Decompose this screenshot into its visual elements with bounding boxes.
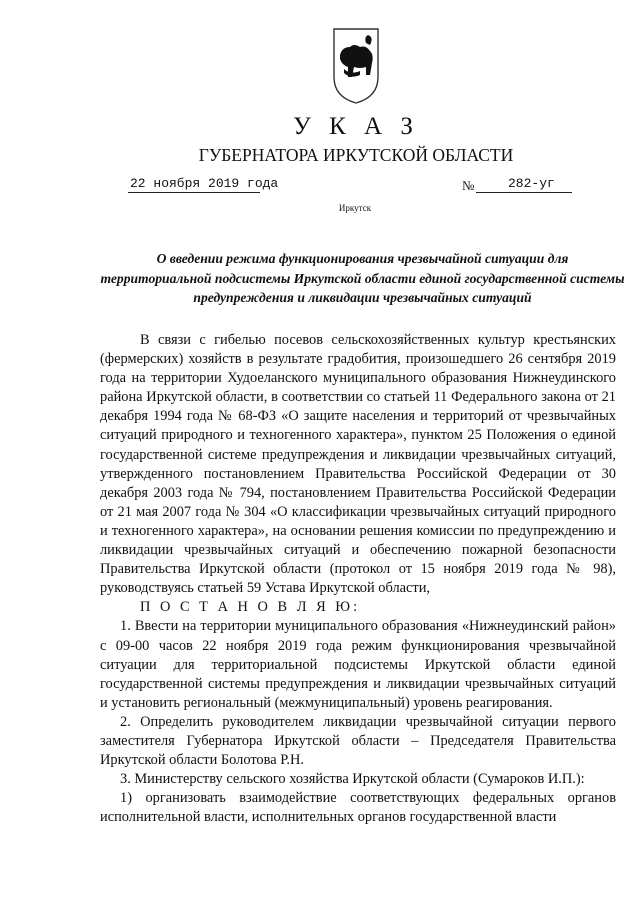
item-2-paragraph: 2. Определить руководителем ликвидации чрезвычайной ситуации первого заместителя Губернатора Иркутской области – Председателя Правительства Иркутской области Болотова Р.Н.: [100, 713, 616, 769]
issuer-title: ГУБЕРНАТОРА ИРКУТСКОЙ ОБЛАСТИ: [198, 145, 514, 165]
decree-word: П О С Т А Н О В Л Я Ю:: [140, 599, 361, 616]
decree-type-title: У К А З: [293, 113, 419, 140]
item-1-paragraph: 1. Ввести на территории муниципального образования «Нижнеудинский район» с 09-00 часов 22 ноября 2019 года режим функционирования чрезвычайной ситуации для территориальной подсистемы Иркутской области единой государственной системы предупреждения и ликвидации чрезвычайных ситуаций и установить региональный (межмуниципальный) уровень реагирования.: [100, 618, 616, 711]
date-underline: [128, 192, 260, 193]
decree-number: 282-уг: [508, 176, 555, 191]
item-3-paragraph: 3. Министерству сельского хозяйства Иркутской области (Сумароков И.П.):: [120, 771, 585, 788]
number-underline: [476, 192, 572, 193]
city-label: Иркутск: [338, 203, 372, 213]
decree-date: 22 ноября 2019 года: [130, 176, 279, 191]
coat-of-arms-icon: [330, 25, 382, 105]
preamble-paragraph: В связи с гибелью посевов сельскохозяйственных культур крестьянских (фермерских) хозяйств в результате градобития, произошедшего 26 сентября 2019 года на территории Худоеланского муниципального образования Нижнеудинского района Иркутской области, в соответствии со статьей 11 Федерального закона от 21 декабря 1994 года № 68-ФЗ «О защите населения и территорий от чрезвычайных ситуаций природного и техногенного характера», пунктом 25 Положения о единой государственной системе предупреждения и ликвидации чрезвычайных ситуаций, утвержденного постановлением Правительства Российской Федерации от 30 декабря 2003 года № 794, постановлением Правительства Российской Федерации от 21 мая 2007 года № 304 «О классификации чрезвычайных ситуаций природного и техногенного характера», на основании решения комиссии по предупреждению и ликвидации чрезвычайных ситуаций и обеспечению пожарной безопасности Правительства Иркутской области (протокол от 15 ноября 2019 года № 98), руководствуясь статьей 59 Устава Иркутской области,: [100, 332, 616, 597]
document-title: О введении режима функционирования чрезвычайной ситуации для территориальной подсистемы Иркутской области единой государственной системы предупреждения и ликвидации чрезвычайных ситуаций: [100, 251, 625, 305]
number-sign: №: [462, 178, 475, 193]
item-3-1-paragraph: 1) организовать взаимодействие соответствующих федеральных органов исполнительной власти, исполнительных органов государственной власти: [100, 790, 616, 826]
decree-body: [100, 331, 616, 827]
